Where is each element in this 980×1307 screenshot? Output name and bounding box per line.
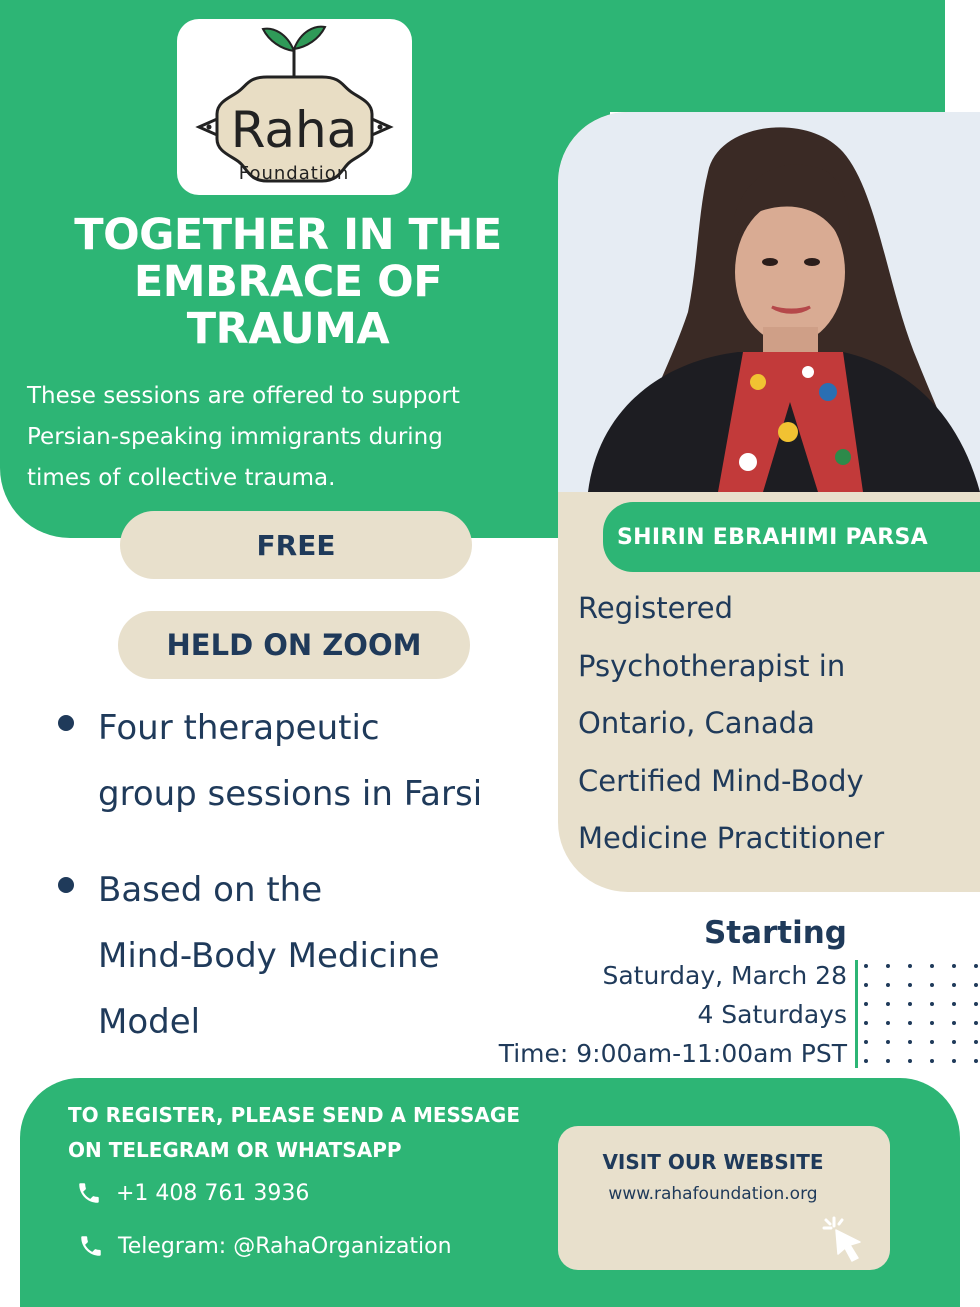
logo-wordmark: Raha (230, 101, 358, 159)
website-link[interactable]: www.rahafoundation.org (608, 1184, 818, 1204)
description-line-3: times of collective trauma. (27, 465, 336, 491)
schedule-date: Saturday, March 28 (602, 961, 847, 990)
credential-line-4: Certified Mind-Body (578, 763, 864, 798)
zoom-badge: HELD ON ZOOM (118, 611, 470, 679)
phone-number[interactable]: +1 408 761 3936 (116, 1180, 310, 1206)
sprout-icon (177, 19, 412, 195)
phone-icon (76, 1180, 102, 1206)
credential-line-3: Ontario, Canada (578, 706, 815, 740)
decorative-dots (862, 962, 980, 1066)
register-heading (68, 1098, 548, 1168)
bullet-1-line-1: Four therapeutic (98, 708, 380, 748)
credential-line-2: Psychotherapist in (578, 648, 846, 683)
schedule-block (499, 910, 847, 1073)
presenter-name: SHIRIN EBRAHIMI PARSA (603, 502, 980, 572)
credential-line-5: Medicine Practitioner (578, 821, 885, 855)
page-title (40, 212, 536, 353)
description-line-2: Persian-speaking immigrants during (27, 424, 443, 450)
logo-subtitle: Foundation (238, 163, 350, 184)
cursor-click-icon (820, 1214, 874, 1264)
register-line-2: ON TELEGRAM OR WHATSAPP (68, 1138, 402, 1162)
schedule-title: Starting (703, 915, 847, 951)
free-badge: FREE (120, 511, 472, 579)
telegram-handle[interactable]: Telegram: @RahaOrganization (118, 1233, 452, 1259)
list-item (58, 695, 558, 827)
bullet-dot-icon (58, 877, 74, 893)
title-line-1: TOGETHER IN THE (74, 210, 502, 260)
schedule-count: 4 Saturdays (697, 1000, 847, 1029)
list-item (58, 857, 558, 1055)
bullet-2-line-2: Mind-Body Medicine (98, 936, 440, 976)
schedule-divider (855, 960, 858, 1068)
description-line-1: These sessions are offered to support (27, 383, 460, 409)
bullet-2-line-3: Model (98, 1002, 201, 1042)
presenter-credentials (578, 580, 968, 868)
bullet-dot-icon (58, 715, 74, 731)
presenter-photo (558, 112, 980, 492)
phone-contact[interactable] (76, 1180, 309, 1206)
hero-description (27, 376, 547, 499)
phone-icon (78, 1233, 104, 1259)
raha-foundation-logo (177, 19, 412, 195)
telegram-contact[interactable] (78, 1233, 452, 1259)
website-card[interactable] (558, 1126, 890, 1270)
bullet-1-line-2: group sessions in Farsi (98, 774, 483, 814)
bullet-2-line-1: Based on the (98, 870, 323, 910)
credential-line-1: Registered (578, 591, 734, 625)
website-label: VISIT OUR WEBSITE (602, 1150, 824, 1174)
schedule-time: Time: 9:00am-11:00am PST (498, 1039, 847, 1068)
register-line-1: TO REGISTER, PLEASE SEND A MESSAGE (68, 1103, 520, 1127)
title-line-2: EMBRACE OF (133, 257, 443, 307)
title-line-3: TRAUMA (186, 304, 390, 354)
